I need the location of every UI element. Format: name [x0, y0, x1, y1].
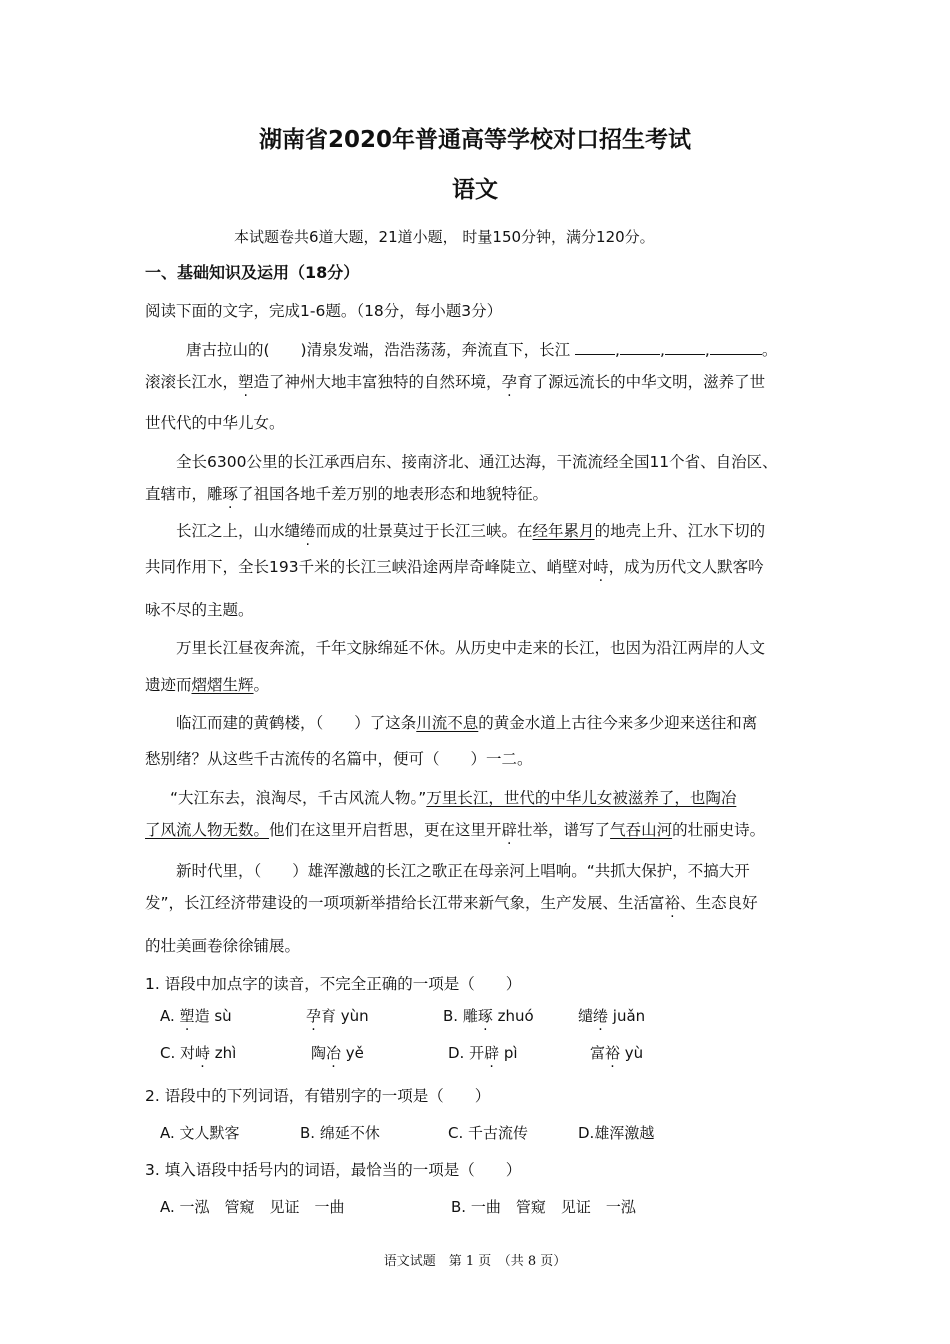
- reading-instruction: 阅读下面的文字，完成1-6题。（18分，每小题3分）: [145, 302, 503, 320]
- passage-line: 愁别绪？从这些千古流传的名篇中，便可（ ）一二。: [145, 750, 533, 768]
- question-3-stem: 3. 填入语段中括号内的词语，最恰当的一项是（ ）: [145, 1161, 522, 1179]
- question-2-stem: 2. 语段中的下列词语，有错别字的一项是（ ）: [145, 1087, 491, 1105]
- q1-option-d: D. 开辟 pì: [448, 1044, 518, 1062]
- exam-intro: 本试题卷共6道大题，21道小题， 时量150分钟，满分120分。: [234, 228, 655, 246]
- passage-line: 发”，长江经济带建设的一项项新举措给长江带来新气象，生产发展、生活富裕、生态良好: [145, 894, 758, 912]
- passage-line: 了风流人物无数。他们在这里开启哲思，更在这里开辟壮举，谱写了气吞山河的壮丽史诗。: [145, 821, 766, 839]
- passage-line: 直辖市，雕琢了祖国各地千差万别的地表形态和地貌特征。: [145, 485, 549, 503]
- passage-line: 长江之上，山水缱绻而成的壮景莫过于长江三峡。在经年累月的地壳上升、江水下切的: [176, 522, 766, 540]
- passage-line: 遗迹而熠熠生辉。: [145, 676, 270, 694]
- passage-line: 咏不尽的主题。: [145, 601, 254, 619]
- passage-line: 的壮美画卷徐徐铺展。: [145, 937, 301, 955]
- q2-option-a: A. 文人默客: [160, 1124, 240, 1142]
- passage-line: 唐古拉山的( )清泉发端，浩浩荡荡，奔流直下，长江 , , , 。: [186, 341, 778, 359]
- subject-title: 语文: [452, 177, 498, 203]
- q1-option-b-second: 缱绻 juǎn: [578, 1007, 646, 1025]
- q1-option-b: B. 雕琢 zhuó: [443, 1007, 534, 1025]
- passage-line: 新时代里，（ ）雄浑激越的长江之歌正在母亲河上唱响。“共抓大保护，不搞大开: [176, 862, 750, 880]
- q1-option-a-second: 孕育 yùn: [306, 1007, 369, 1025]
- passage-line: 滚滚长江水，塑造了神州大地丰富独特的自然环境，孕育了源远流长的中华文明，滋养了世: [145, 373, 766, 391]
- passage-line: 临江而建的黄鹤楼，（ ）了这条川流不息的黄金水道上古往今来多少迎来送往和离: [176, 714, 758, 732]
- q1-option-c: C. 对峙 zhì: [160, 1044, 237, 1062]
- section-heading: 一、基础知识及运用（18分）: [145, 263, 360, 282]
- q2-option-c: C. 千古流传: [448, 1124, 529, 1142]
- question-1-stem: 1. 语段中加点字的读音，不完全正确的一项是（ ）: [145, 975, 522, 993]
- fill-blank: [665, 340, 705, 355]
- fill-blank: [575, 340, 615, 355]
- fill-blank: [620, 340, 660, 355]
- exam-title: 湖南省2020年普通高等学校对口招生考试: [258, 127, 691, 153]
- q3-option-b: B. 一曲 管窥 见证 一泓: [451, 1198, 636, 1216]
- q1-option-a: A. 塑造 sù: [160, 1007, 232, 1025]
- passage-line: 万里长江昼夜奔流，千年文脉绵延不休。从历史中走来的长江，也因为沿江两岸的人文: [176, 639, 766, 657]
- passage-line: 全长6300公里的长江承西启东、接南济北、通江达海，干流流经全国11个省、自治区、: [176, 453, 778, 471]
- passage-line: 共同作用下，全长193千米的长江三峡沿途两岸奇峰陡立、峭壁对峙，成为历代文人默客吟: [145, 558, 764, 576]
- q3-option-a: A. 一泓 管窥 见证 一曲: [160, 1198, 345, 1216]
- passage-line: “大江东去，浪淘尽，千古风流人物。”万里长江，世代的中华儿女被滋养了，也陶冶: [170, 789, 737, 807]
- page-footer: 语文试题 第 1 页 （共 8 页）: [383, 1254, 567, 1269]
- passage-line: 世代代的中华儿女。: [145, 414, 285, 432]
- q1-option-d-second: 富裕 yù: [590, 1044, 644, 1062]
- q2-option-d: D.雄浑激越: [578, 1124, 655, 1142]
- q1-option-c-second: 陶冶 yě: [311, 1044, 364, 1062]
- fill-blank: [710, 340, 762, 355]
- q2-option-b: B. 绵延不休: [300, 1124, 380, 1142]
